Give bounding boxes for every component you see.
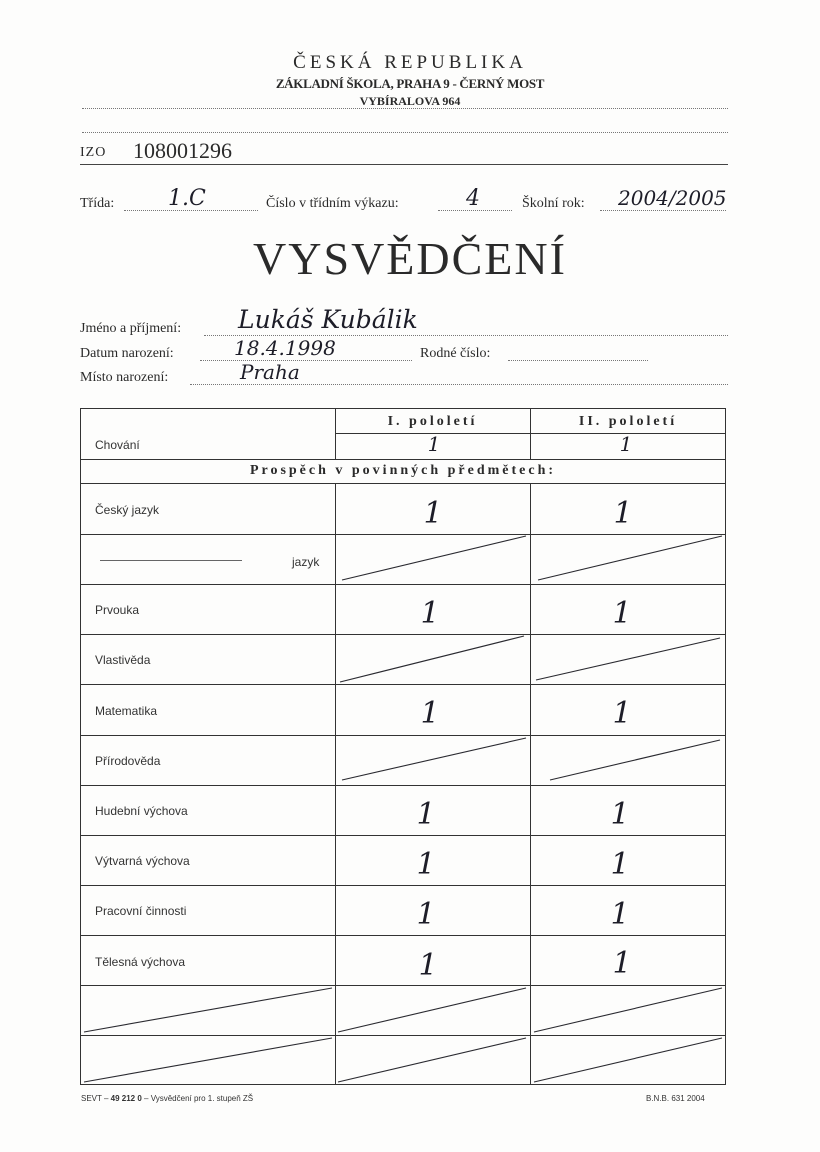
- col-header-second-half: II. pololetí: [578, 414, 678, 429]
- grades-table: [80, 408, 726, 1085]
- birth-number-label: Rodné číslo:: [420, 346, 491, 361]
- grade-matematika-second: 1: [612, 696, 632, 731]
- strike-foreign-second: [538, 536, 722, 580]
- birth-place-value: Praha: [240, 360, 300, 384]
- birth-place-label: Místo narození:: [80, 370, 169, 385]
- strike-extra1-label: [84, 988, 332, 1032]
- register-label: Číslo v třídním výkazu:: [266, 196, 399, 211]
- class-value: 1.C: [168, 186, 206, 211]
- footer-prefix: SEVT –: [81, 1094, 111, 1103]
- strike-prirodoveda-second: [550, 740, 720, 780]
- country-name: ČESKÁ REPUBLIKA: [293, 52, 527, 73]
- year-label: Školní rok:: [522, 196, 585, 211]
- subject-czech: Český jazyk: [95, 503, 160, 517]
- grade-czech-first: 1: [423, 496, 443, 531]
- strike-foreign-first: [342, 536, 526, 580]
- register-value: 4: [466, 186, 480, 211]
- izo-label: IZO: [80, 145, 107, 160]
- strike-vlastiveda-second: [536, 638, 720, 680]
- birth-place-dotted: [190, 384, 728, 385]
- grade-pracovni-second: 1: [610, 897, 630, 932]
- grade-vytvarna-first: 1: [416, 847, 436, 882]
- izo-value: 108001296: [133, 138, 232, 163]
- footer-code: 49 212 0: [110, 1094, 142, 1103]
- subject-foreign-language: jazyk: [292, 555, 320, 569]
- section-header: Prospěch v povinných předmětech:: [249, 463, 557, 478]
- subject-matematika: Matematika: [95, 704, 158, 718]
- strike-vlastiveda-first: [340, 636, 524, 682]
- grade-prvouka-first: 1: [420, 596, 440, 631]
- strike-extra2-first: [338, 1038, 526, 1082]
- strike-extra1-first: [338, 988, 526, 1032]
- behavior-label: Chování: [95, 438, 140, 452]
- birth-number-dotted: [508, 360, 648, 361]
- school-name: ZÁKLADNÍ ŠKOLA, PRAHA 9 - ČERNÝ MOST: [275, 76, 545, 91]
- subject-prvouka: Prvouka: [95, 603, 140, 617]
- subject-pracovni: Pracovní činnosti: [95, 904, 187, 918]
- class-label: Třída:: [80, 196, 115, 211]
- footer-form-code: [81, 1094, 253, 1103]
- header-dotted-line-1: [82, 108, 728, 109]
- subject-hudebni: Hudební výchova: [95, 804, 188, 818]
- grade-vytvarna-second: 1: [610, 847, 630, 882]
- grade-prvouka-second: 1: [612, 596, 632, 631]
- subject-prirodoveda: Přírodověda: [95, 754, 161, 768]
- year-value: 2004/2005: [618, 186, 727, 210]
- grade-hudebni-first: 1: [416, 797, 436, 832]
- year-dotted: [600, 210, 726, 211]
- grade-hudebni-second: 1: [610, 797, 630, 832]
- name-label: Jméno a příjmení:: [80, 321, 182, 336]
- footer-print-code: B.N.B. 631 2004: [646, 1094, 705, 1103]
- name-value: Lukáš Kubálik: [238, 305, 418, 334]
- birth-date-value: 18.4.1998: [234, 336, 336, 360]
- izo-underline: [80, 164, 728, 165]
- strike-prirodoveda-first: [342, 738, 526, 780]
- header-dotted-line-2: [82, 132, 728, 133]
- grade-czech-second: 1: [613, 496, 633, 531]
- grade-pracovni-first: 1: [416, 897, 436, 932]
- subject-vytvarna: Výtvarná výchova: [95, 854, 190, 868]
- strike-extra1-second: [534, 988, 722, 1032]
- strike-lines: [80, 408, 726, 1085]
- grade-telesna-first: 1: [418, 948, 438, 983]
- grade-telesna-second: 1: [612, 946, 632, 981]
- birth-date-label: Datum narození:: [80, 346, 174, 361]
- subject-vlastiveda: Vlastivěda: [95, 653, 151, 667]
- behavior-grade-second: 1: [619, 432, 633, 456]
- subject-telesna: Tělesná výchova: [95, 955, 186, 969]
- school-street: VYBÍRALOVA 964: [359, 94, 461, 108]
- birth-date-dotted: [200, 360, 412, 361]
- behavior-grade-first: 1: [427, 432, 441, 456]
- grade-matematika-first: 1: [420, 696, 440, 731]
- footer-suffix: – Vysvědčení pro 1. stupeň ZŠ: [141, 1094, 254, 1103]
- col-header-first-half: I. pololetí: [387, 414, 478, 429]
- strike-extra2-second: [534, 1038, 722, 1082]
- strike-extra2-label: [84, 1038, 332, 1082]
- document-title: VYSVĚDČENÍ: [253, 233, 567, 284]
